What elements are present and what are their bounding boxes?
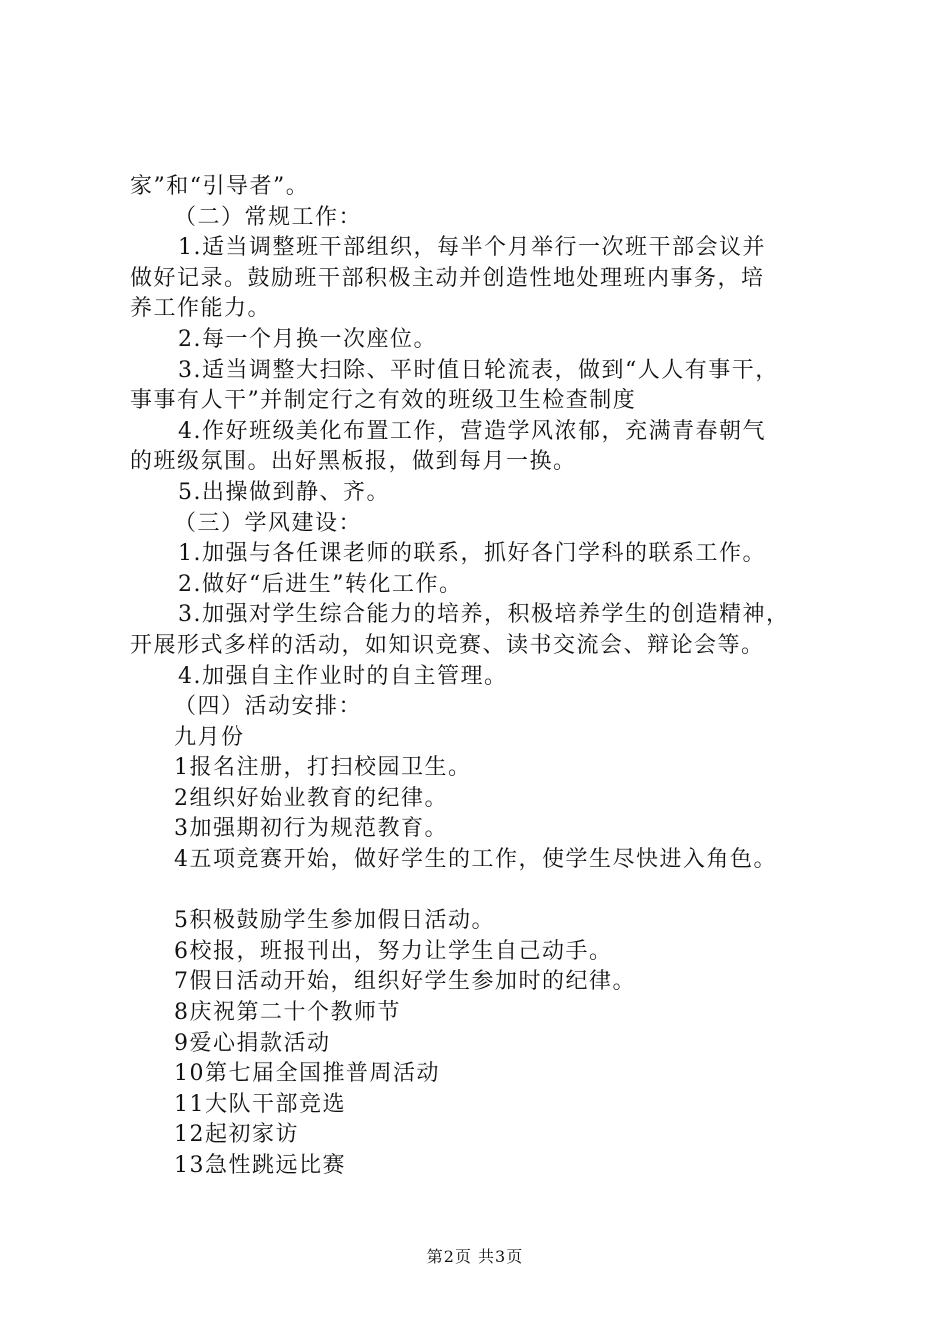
paragraph-line: 的班级氛围。出好黑板报，做到每月一换。 [130, 449, 577, 475]
document-body [130, 172, 860, 1182]
list-item: 5积极鼓励学生参加假日活动。 [174, 908, 495, 934]
list-item: 8庆祝第二十个教师节 [174, 1000, 401, 1026]
section-heading-study-style: （三）学风建设： [174, 510, 363, 536]
paragraph-line: 事事有人干”并制定行之有效的班级卫生检查制度 [130, 388, 637, 414]
paragraph-line: 3.适当调整大扫除、平时值日轮流表，做到“人人有事干， [178, 357, 779, 383]
paragraph-line: 养工作能力。 [130, 296, 272, 322]
list-item: 12起初家访 [174, 1122, 299, 1148]
paragraph-line: 1.适当调整班干部组织，每半个月举行一次班干部会议并 [178, 235, 766, 261]
paragraph-line: 5.出操做到静、齐。 [178, 479, 390, 505]
section-heading-activities: （四）活动安排： [174, 694, 363, 720]
month-heading: 九月份 [174, 724, 245, 750]
list-item: 6校报，班报刊出，努力让学生自己动手。 [174, 938, 613, 964]
list-item: 3加强期初行为规范教育。 [174, 816, 448, 842]
list-item: 2组织好始业教育的纪律。 [174, 785, 448, 811]
paragraph-line: 做好记录。鼓励班干部积极主动并创造性地处理班内事务，培 [130, 265, 765, 291]
blank-line [130, 876, 860, 907]
paragraph-line: 4.作好班级美化布置工作，营造学风浓郁，充满青春朝气 [178, 418, 766, 444]
list-item: 4五项竞赛开始，做好学生的工作，使学生尽快进入角色。 [174, 847, 777, 873]
paragraph-line: 开展形式多样的活动，如知识竞赛、读书交流会、辩论会等。 [130, 632, 765, 658]
list-item: 11大队干部竞选 [174, 1091, 346, 1117]
section-heading-routine-work: （二）常规工作： [174, 204, 363, 230]
list-item: 9爱心捐款活动 [174, 1030, 331, 1056]
paragraph-line: 4.加强自主作业时的自主管理。 [178, 663, 508, 689]
paragraph-line: 3.加强对学生综合能力的培养，积极培养学生的创造精神， [178, 602, 790, 628]
paragraph-line: 2.做好“后进生”转化工作。 [178, 571, 463, 597]
list-item: 13急性跳远比赛 [174, 1153, 346, 1178]
list-item: 10第七届全国推普周活动 [174, 1061, 440, 1087]
list-item: 1报名注册，打扫校园卫生。 [174, 755, 472, 781]
paragraph-line: 1.加强与各任课老师的联系，抓好各门学科的联系工作。 [178, 541, 766, 567]
paragraph-line: 家”和“引导者”。 [130, 174, 310, 199]
paragraph-line: 2.每一个月换一次座位。 [178, 326, 437, 352]
list-item: 7假日活动开始，组织好学生参加时的纪律。 [174, 969, 636, 995]
page-number-footer: 第2页 共3页 [426, 1247, 524, 1266]
